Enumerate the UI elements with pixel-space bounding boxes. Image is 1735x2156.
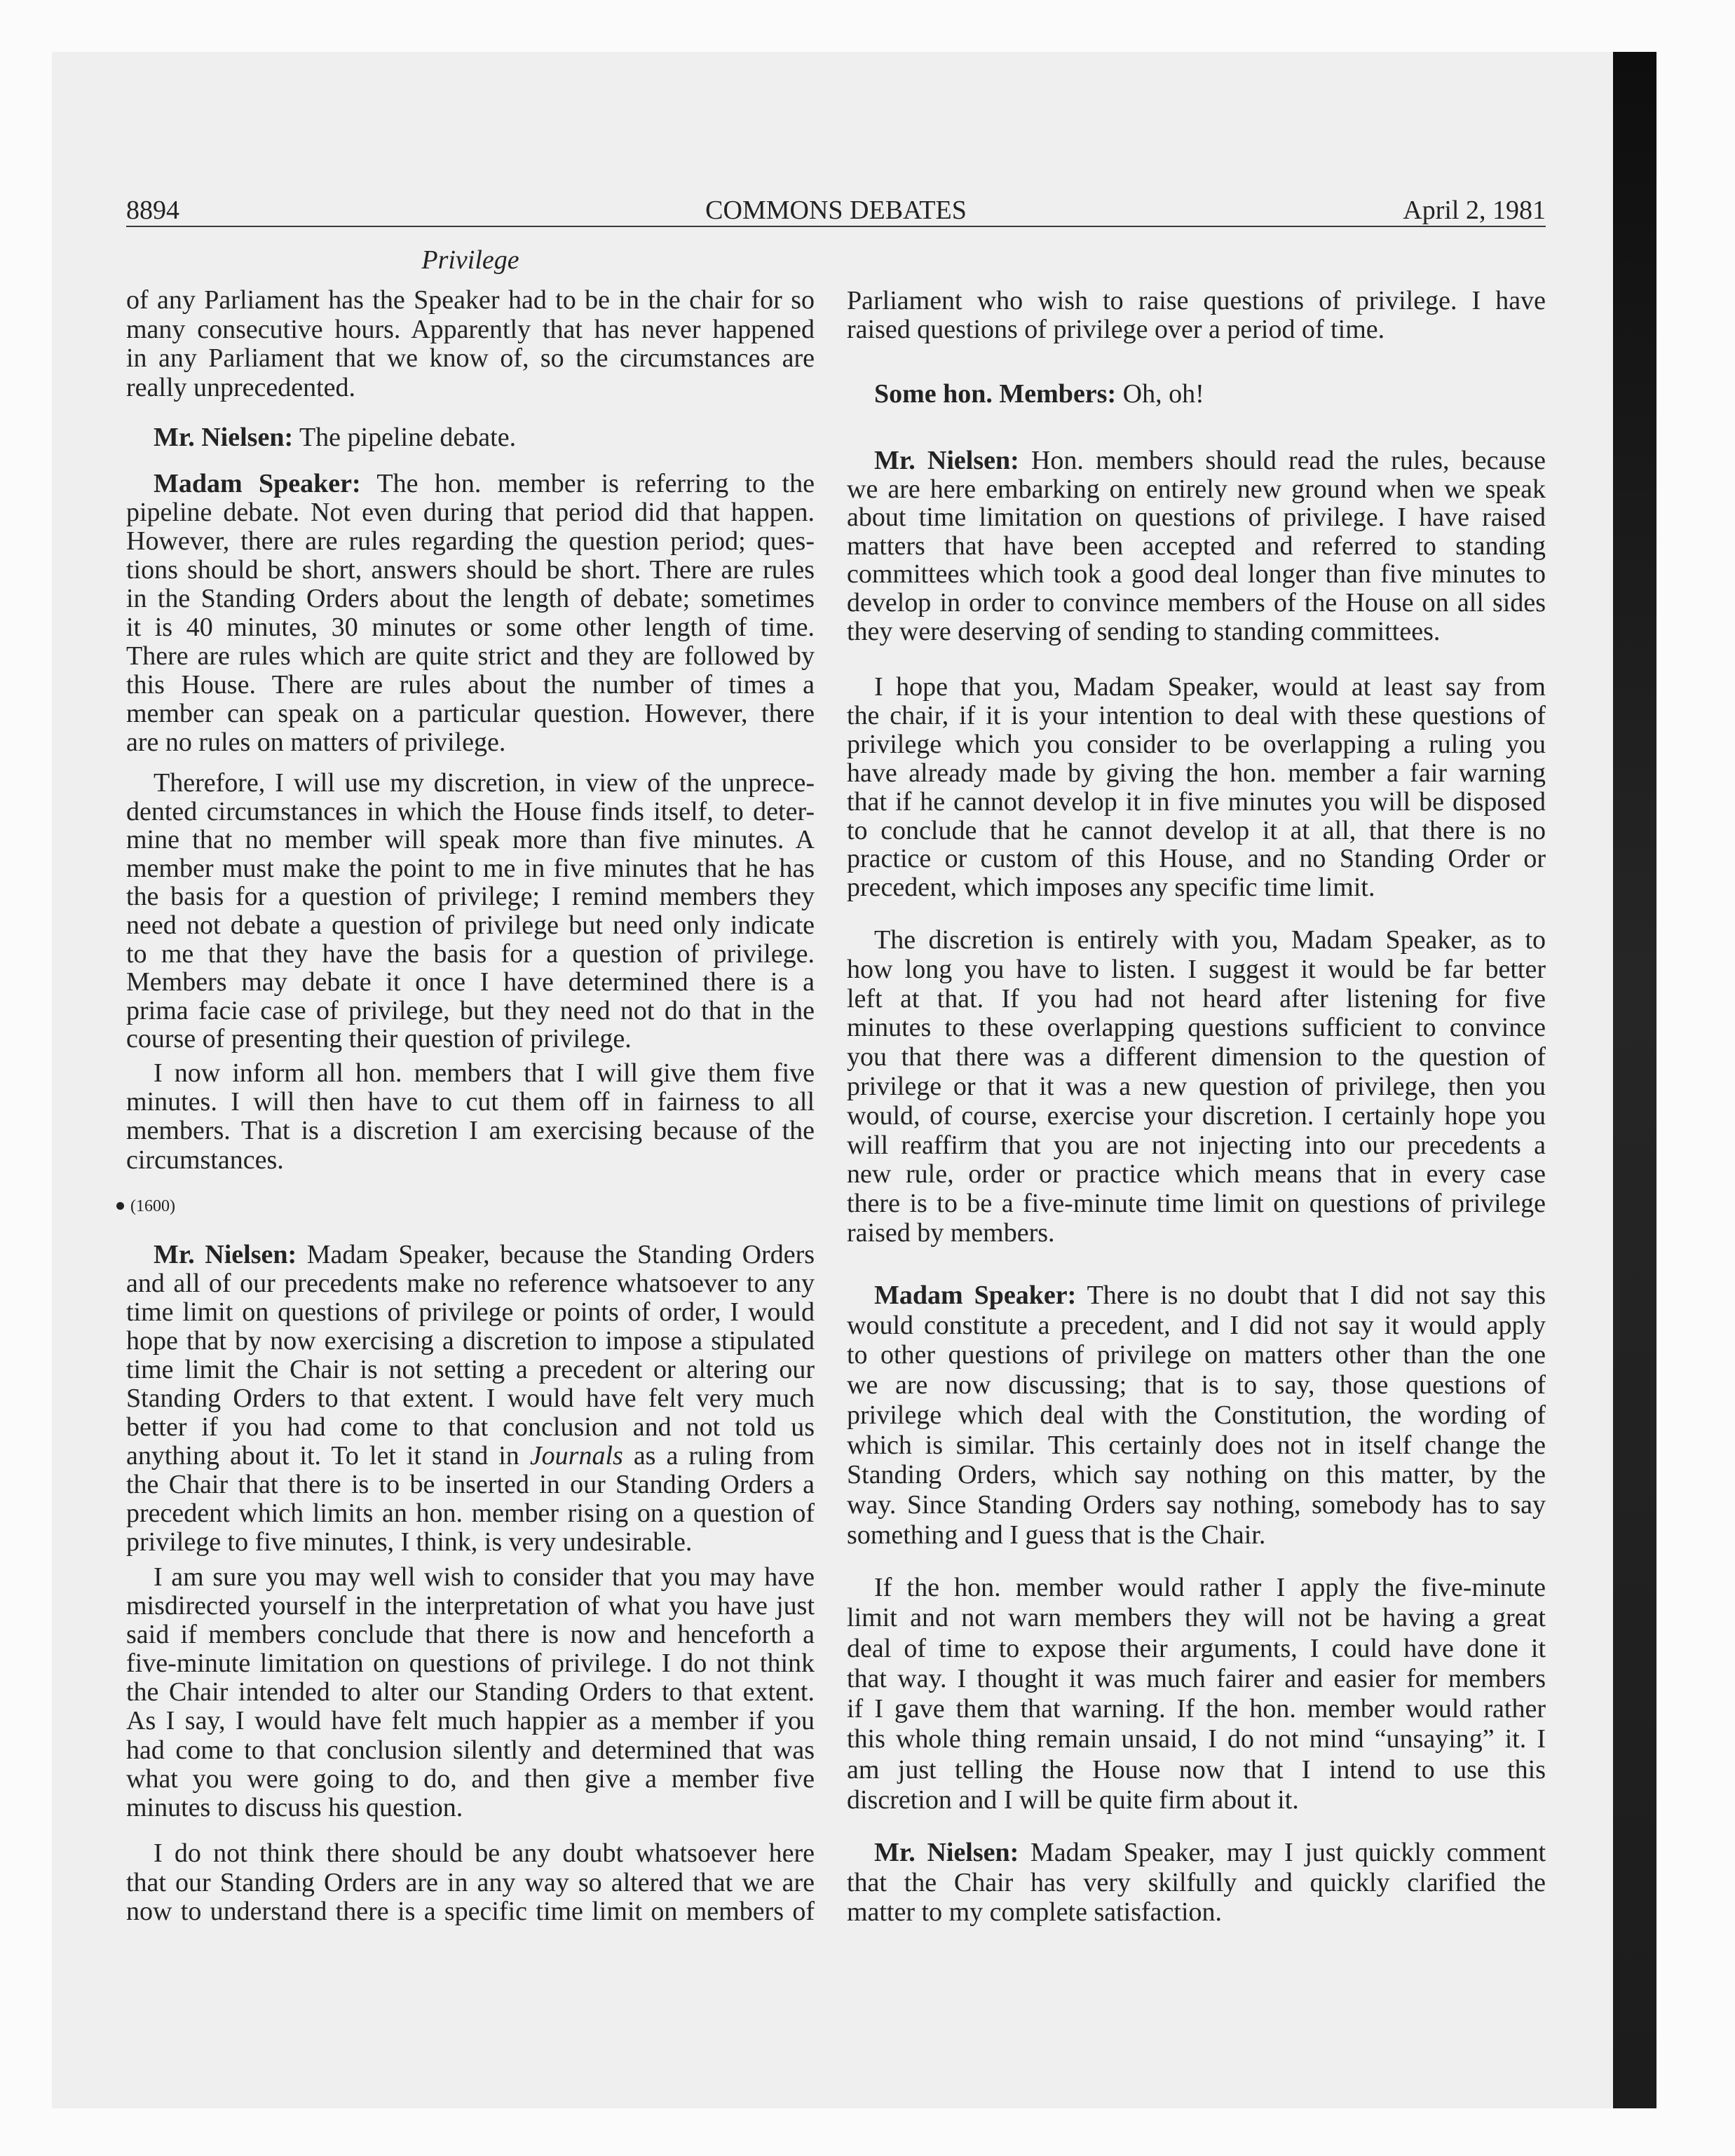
line-text: hope that by now exercising a discretion to impose a stipulated bbox=[126, 1326, 815, 1356]
line-text: time limit on questions of privilege or points of order, I would bbox=[126, 1297, 815, 1327]
speaker-name: Madam Speaker: bbox=[154, 469, 361, 498]
line-text: prima facie case of privilege, but they need not do that in the bbox=[126, 995, 815, 1025]
text-line bbox=[847, 618, 1546, 646]
text-line bbox=[847, 1634, 1546, 1664]
text-line bbox=[126, 1146, 815, 1175]
line-text: Oh, oh! bbox=[1122, 379, 1204, 409]
line-text: and all of our precedents make no reference whatsoever to any bbox=[126, 1269, 815, 1298]
paragraph bbox=[126, 1839, 815, 1927]
text-line bbox=[126, 1794, 815, 1822]
paragraph bbox=[847, 926, 1546, 1248]
text-line bbox=[126, 470, 815, 498]
text-line bbox=[847, 315, 1546, 344]
text-line bbox=[847, 926, 1546, 955]
line-text: raised by members. bbox=[847, 1217, 1055, 1248]
text-line bbox=[847, 985, 1546, 1014]
text-line bbox=[126, 1025, 815, 1053]
line-text: it is 40 minutes, 30 minutes or some other length of time. bbox=[126, 613, 815, 642]
line-text: as a ruling from bbox=[622, 1441, 815, 1471]
text-line bbox=[847, 503, 1546, 532]
text-line bbox=[126, 1592, 815, 1621]
text-line bbox=[126, 556, 815, 585]
text-line bbox=[847, 759, 1546, 788]
text-line bbox=[126, 344, 815, 374]
text-line bbox=[847, 1785, 1546, 1815]
text-line bbox=[847, 1431, 1546, 1461]
text-line bbox=[847, 1755, 1546, 1785]
text-line bbox=[126, 1269, 815, 1298]
text-line bbox=[126, 613, 815, 642]
line-text: I am sure you may well wish to consider that you may have bbox=[154, 1562, 815, 1592]
text-line bbox=[126, 1736, 815, 1765]
line-text: minutes to discuss his question. bbox=[126, 1792, 463, 1822]
line-text: privilege to five minutes, I think, is very undesirable. bbox=[126, 1527, 693, 1557]
line-text: would constitute a precedent, and I did not say it would apply bbox=[847, 1310, 1546, 1340]
line-text: As I say, I would have felt much happier as a member if you bbox=[126, 1706, 815, 1736]
issue-date: April 2, 1981 bbox=[1403, 196, 1546, 225]
text-line bbox=[847, 730, 1546, 759]
line-text: privilege or that it was a new question of privilege, then you bbox=[847, 1071, 1546, 1101]
text-line bbox=[126, 1707, 815, 1735]
paragraph bbox=[126, 470, 815, 757]
line-text: Members may debate it once I have determined there is a bbox=[126, 967, 815, 997]
text-line bbox=[847, 1603, 1546, 1633]
line-text: we are here embarking on entirely new ground when we speak bbox=[847, 474, 1546, 504]
text-line bbox=[847, 560, 1546, 589]
text-line bbox=[126, 1621, 815, 1649]
line-text: you that there was a different dimension to the question of bbox=[847, 1042, 1546, 1072]
line-text: what you were going to do, and then give a member five bbox=[126, 1763, 815, 1794]
line-text: privilege which deal with the Constitution, the wording of bbox=[847, 1400, 1546, 1430]
line-text: mine that no member will speak more than five minutes. A bbox=[126, 825, 815, 855]
speaker-name: Some hon. Members: bbox=[874, 379, 1117, 409]
line-text: circumstances. bbox=[126, 1145, 284, 1175]
text-line bbox=[847, 380, 1546, 409]
text-line bbox=[847, 1014, 1546, 1043]
scan-edge-shadow bbox=[1613, 52, 1656, 2108]
line-text: left at that. If you had not heard after listening for five bbox=[847, 983, 1546, 1014]
text-line bbox=[847, 1664, 1546, 1694]
text-line bbox=[847, 817, 1546, 845]
paragraph bbox=[126, 1563, 815, 1822]
paragraph bbox=[126, 769, 815, 1053]
line-text: am just telling the House now that I intend to use this bbox=[847, 1754, 1546, 1785]
line-text: that if he cannot develop it in five minutes you will be disposed bbox=[847, 786, 1546, 817]
text-line bbox=[126, 527, 815, 556]
text-line bbox=[847, 1897, 1546, 1928]
line-text: have already made by giving the hon. member a fair warning bbox=[847, 758, 1546, 788]
text-line bbox=[126, 374, 815, 403]
text-line bbox=[126, 1327, 815, 1356]
text-line bbox=[126, 671, 815, 700]
text-line bbox=[847, 873, 1546, 902]
paragraph bbox=[847, 380, 1546, 409]
text-line bbox=[847, 1219, 1546, 1248]
text-line bbox=[847, 673, 1546, 702]
text-line bbox=[847, 287, 1546, 315]
text-line bbox=[847, 1400, 1546, 1431]
line-text: course of presenting their question of privilege. bbox=[126, 1024, 632, 1054]
line-text: Madam Speaker, because the Standing Orders bbox=[306, 1240, 815, 1269]
text-line bbox=[126, 769, 815, 798]
text-line bbox=[126, 997, 815, 1025]
text-line bbox=[126, 1765, 815, 1794]
line-text: we are now discussing; that is to say, those questions of bbox=[847, 1370, 1546, 1400]
line-text: five-minute limitation on questions of privilege. I do not think bbox=[126, 1649, 815, 1679]
text-line bbox=[126, 1897, 815, 1927]
text-line bbox=[126, 642, 815, 671]
text-line bbox=[126, 1117, 815, 1145]
line-text: raised questions of privilege over a period of time. bbox=[847, 314, 1385, 344]
line-text: would, of course, exercise your discretion. I certainly hope you bbox=[847, 1100, 1546, 1131]
text-line bbox=[126, 882, 815, 911]
line-text: of any Parliament has the Speaker had to be in the chair for so bbox=[126, 285, 815, 315]
text-line bbox=[847, 1724, 1546, 1754]
speaker-name: Mr. Nielsen: bbox=[874, 446, 1019, 475]
line-text: The pipeline debate. bbox=[299, 423, 517, 452]
text-line bbox=[126, 1088, 815, 1117]
text-line bbox=[126, 1649, 815, 1678]
line-text: really unprecedented. bbox=[126, 372, 356, 402]
text-line bbox=[126, 315, 815, 345]
line-text: are no rules on matters of privilege. bbox=[126, 728, 506, 757]
line-text: to conclude that he cannot develop it at all, that there is no bbox=[847, 815, 1546, 845]
line-text: something and I guess that is the Chair. bbox=[847, 1520, 1266, 1550]
time-marker-bullet bbox=[116, 1202, 124, 1210]
publication-title: COMMONS DEBATES bbox=[705, 196, 967, 225]
line-text: committees which took a good deal longer than five minutes to bbox=[847, 559, 1546, 589]
line-text: minutes to these overlapping questions sufficient to convince bbox=[847, 1013, 1546, 1043]
text-line bbox=[126, 1059, 815, 1088]
paragraph bbox=[126, 1059, 815, 1175]
paragraph bbox=[847, 1838, 1546, 1928]
line-text: that the Chair has very skilfully and quickly clarified the bbox=[847, 1867, 1546, 1897]
line-text: Madam Speaker, may I just quickly comment bbox=[1030, 1838, 1546, 1867]
paragraph bbox=[126, 423, 815, 452]
line-text: better if you had come to that conclusion and not told us bbox=[126, 1412, 815, 1442]
text-line bbox=[847, 1868, 1546, 1898]
time-marker bbox=[116, 1196, 175, 1217]
line-text: that our Standing Orders are in any way so altered that we are bbox=[126, 1867, 815, 1897]
right-column bbox=[847, 0, 1546, 2156]
line-text: the chair, if it is your intention to deal with these questions of bbox=[847, 700, 1546, 730]
line-text: there is to be a five-minute time limit on questions of privilege bbox=[847, 1189, 1546, 1219]
paragraph bbox=[847, 1281, 1546, 1550]
text-line bbox=[847, 532, 1546, 561]
line-text: time limit the Chair is not setting a precedent or altering our bbox=[126, 1355, 815, 1384]
line-text: practice or custom of this House, and no Standing Order or bbox=[847, 844, 1546, 874]
text-line bbox=[847, 1490, 1546, 1520]
text-line bbox=[847, 1160, 1546, 1189]
paragraph bbox=[847, 673, 1546, 902]
line-text: had come to that conclusion silently and determined that was bbox=[126, 1735, 815, 1765]
text-line bbox=[126, 1356, 815, 1384]
line-text: The discretion is entirely with you, Madam Speaker, as to bbox=[874, 925, 1546, 955]
speaker-name: Mr. Nielsen: bbox=[154, 423, 294, 452]
text-line bbox=[847, 1102, 1546, 1131]
line-text: discretion and I will be quite firm about it. bbox=[847, 1785, 1299, 1815]
line-text: There are rules which are quite strict and they are followed by bbox=[126, 641, 815, 671]
line-text: privilege which you consider to be overlapping a ruling you bbox=[847, 729, 1546, 759]
line-text: anything about it. To let it stand in bbox=[126, 1441, 530, 1471]
text-line bbox=[126, 1678, 815, 1707]
text-line bbox=[847, 845, 1546, 873]
text-line bbox=[847, 1043, 1546, 1072]
text-line bbox=[126, 1471, 815, 1499]
text-line bbox=[126, 1413, 815, 1442]
line-text: that way. I thought it was much fairer and easier for members bbox=[847, 1663, 1546, 1693]
line-text: The hon. member is referring to the bbox=[376, 469, 815, 498]
text-line bbox=[126, 1298, 815, 1327]
line-text: I do not think there should be any doubt whatsoever here bbox=[154, 1838, 815, 1868]
text-line bbox=[847, 1281, 1546, 1311]
line-text: I hope that you, Madam Speaker, would at least say from bbox=[874, 672, 1546, 702]
line-text: misdirected yourself in the interpretation of what you have just bbox=[126, 1591, 815, 1621]
text-line bbox=[847, 1072, 1546, 1102]
line-text: which is similar. This certainly does not in itself change the bbox=[847, 1430, 1546, 1460]
text-line bbox=[126, 423, 815, 452]
paragraph bbox=[126, 1241, 815, 1557]
line-text: develop in order to convince members of the House on all sides bbox=[847, 587, 1546, 618]
line-text: pipeline debate. Not even during that period did that happen. bbox=[126, 498, 815, 527]
text-line bbox=[847, 955, 1546, 985]
line-text: Standing Orders to that extent. I would have felt very much bbox=[126, 1384, 815, 1413]
line-text: members. That is a discretion I am exercising because of the bbox=[126, 1116, 815, 1146]
line-text: deal of time to expose their arguments, I could have done it bbox=[847, 1633, 1546, 1663]
text-line bbox=[847, 1694, 1546, 1724]
text-line bbox=[847, 1189, 1546, 1219]
line-text: If the hon. member would rather I apply the five-minute bbox=[874, 1573, 1546, 1602]
text-line bbox=[126, 1241, 815, 1269]
text-line bbox=[847, 1460, 1546, 1490]
text-line bbox=[847, 1340, 1546, 1370]
line-text: However, there are rules regarding the question period; ques- bbox=[126, 526, 815, 556]
line-text: about time limitation on questions of privilege. I have raised bbox=[847, 503, 1546, 533]
paragraph bbox=[847, 1573, 1546, 1815]
line-text: precedent, which imposes any specific time limit. bbox=[847, 873, 1375, 903]
line-text: in the Standing Orders about the length of debate; sometimes bbox=[126, 584, 815, 613]
line-text: I now inform all hon. members that I will give them five bbox=[154, 1058, 815, 1088]
line-text: the Chair that there is to be inserted in our Standing Orders a bbox=[126, 1470, 815, 1499]
line-text: they were deserving of sending to standing committees. bbox=[847, 616, 1441, 646]
text-line bbox=[847, 702, 1546, 730]
text-line bbox=[847, 589, 1546, 618]
line-text: this whole thing remain unsaid, I do not mind “unsaying” it. I bbox=[847, 1724, 1546, 1754]
text-line bbox=[847, 1520, 1546, 1550]
line-text: the basis for a question of privilege; I remind members they bbox=[126, 882, 815, 912]
line-text: said if members conclude that there is now and henceforth a bbox=[126, 1620, 815, 1650]
speaker-name: Mr. Nielsen: bbox=[154, 1240, 297, 1269]
line-text: to other questions of privilege on matters other than the one bbox=[847, 1340, 1546, 1370]
left-column bbox=[126, 0, 815, 2156]
line-text: member must make the point to me in five minutes that he has bbox=[126, 853, 815, 883]
text-line bbox=[126, 1384, 815, 1413]
speaker-name: Madam Speaker: bbox=[874, 1281, 1077, 1310]
line-text: to me that they have the basis for a question of privilege. bbox=[126, 939, 815, 969]
line-text: minutes. I will then have to cut them off in fairness to all bbox=[126, 1087, 815, 1117]
page-number: 8894 bbox=[126, 196, 179, 225]
paragraph bbox=[126, 286, 815, 402]
line-text: how long you have to listen. I suggest it would be far better bbox=[847, 954, 1546, 984]
text-line bbox=[847, 1573, 1546, 1603]
line-text: precedent which limits an hon. member rising on a question of bbox=[126, 1499, 815, 1528]
time-marker-text: (1600) bbox=[130, 1197, 175, 1215]
text-line bbox=[847, 788, 1546, 817]
line-text: Therefore, I will use my discretion, in view of the unprece- bbox=[154, 768, 815, 798]
text-line bbox=[126, 968, 815, 997]
paragraph bbox=[847, 287, 1546, 343]
line-text: if I gave them that warning. If the hon. member would rather bbox=[847, 1694, 1546, 1724]
paragraph bbox=[847, 446, 1546, 646]
line-text: matter to my complete satisfaction. bbox=[847, 1897, 1223, 1927]
text-line bbox=[126, 498, 815, 527]
line-text: Standing Orders, which say nothing on this matter, by the bbox=[847, 1460, 1546, 1490]
line-text: dented circumstances in which the House finds itself, to deter- bbox=[126, 796, 815, 826]
text-line bbox=[847, 1311, 1546, 1341]
text-line bbox=[126, 585, 815, 613]
section-title: Privilege bbox=[421, 245, 519, 275]
text-line bbox=[126, 798, 815, 826]
line-text: need not debate a question of privilege but need only indicate bbox=[126, 910, 815, 940]
line-text: Journals bbox=[529, 1441, 623, 1471]
line-text: will reaffirm that you are not injecting into our precedents a bbox=[847, 1130, 1546, 1160]
text-line bbox=[126, 1839, 815, 1869]
text-line bbox=[126, 1869, 815, 1898]
speaker-name: Mr. Nielsen: bbox=[874, 1838, 1019, 1867]
text-line bbox=[126, 940, 815, 969]
line-text: way. Since Standing Orders say nothing, somebody has to say bbox=[847, 1489, 1546, 1520]
line-text: now to understand there is a specific time limit on members of bbox=[126, 1897, 815, 1926]
text-line bbox=[126, 728, 815, 757]
text-line bbox=[126, 854, 815, 883]
line-text: limit and not warn members they will not be having a great bbox=[847, 1603, 1546, 1633]
line-text: many consecutive hours. Apparently that has never happened bbox=[126, 314, 815, 344]
line-text: in any Parliament that we know of, so the circumstances are bbox=[126, 343, 815, 373]
text-line bbox=[847, 1838, 1546, 1868]
text-line bbox=[847, 1370, 1546, 1400]
line-text: new rule, order or practice which means that in every case bbox=[847, 1159, 1546, 1189]
line-text: There is no doubt that I did not say this bbox=[1087, 1281, 1546, 1310]
text-line bbox=[126, 1563, 815, 1592]
line-text: member can speak on a particular question. However, there bbox=[126, 699, 815, 728]
text-line bbox=[126, 1442, 815, 1471]
line-text: the Chair intended to alter our Standing Orders to that extent. bbox=[126, 1677, 815, 1707]
text-line bbox=[847, 475, 1546, 504]
text-line bbox=[126, 700, 815, 728]
text-line bbox=[847, 446, 1546, 475]
text-line bbox=[126, 1499, 815, 1528]
text-line bbox=[847, 1131, 1546, 1161]
line-text: tions should be short, answers should be short. There are rules bbox=[126, 555, 815, 585]
text-line bbox=[126, 911, 815, 940]
text-line bbox=[126, 826, 815, 854]
line-text: this House. There are rules about the number of times a bbox=[126, 670, 815, 700]
line-text: Parliament who wish to raise questions of privilege. I have bbox=[847, 286, 1546, 315]
text-line bbox=[126, 1528, 815, 1557]
text-line bbox=[126, 286, 815, 315]
line-text: matters that have been accepted and referred to standing bbox=[847, 531, 1546, 561]
line-text: Hon. members should read the rules, because bbox=[1030, 446, 1546, 475]
